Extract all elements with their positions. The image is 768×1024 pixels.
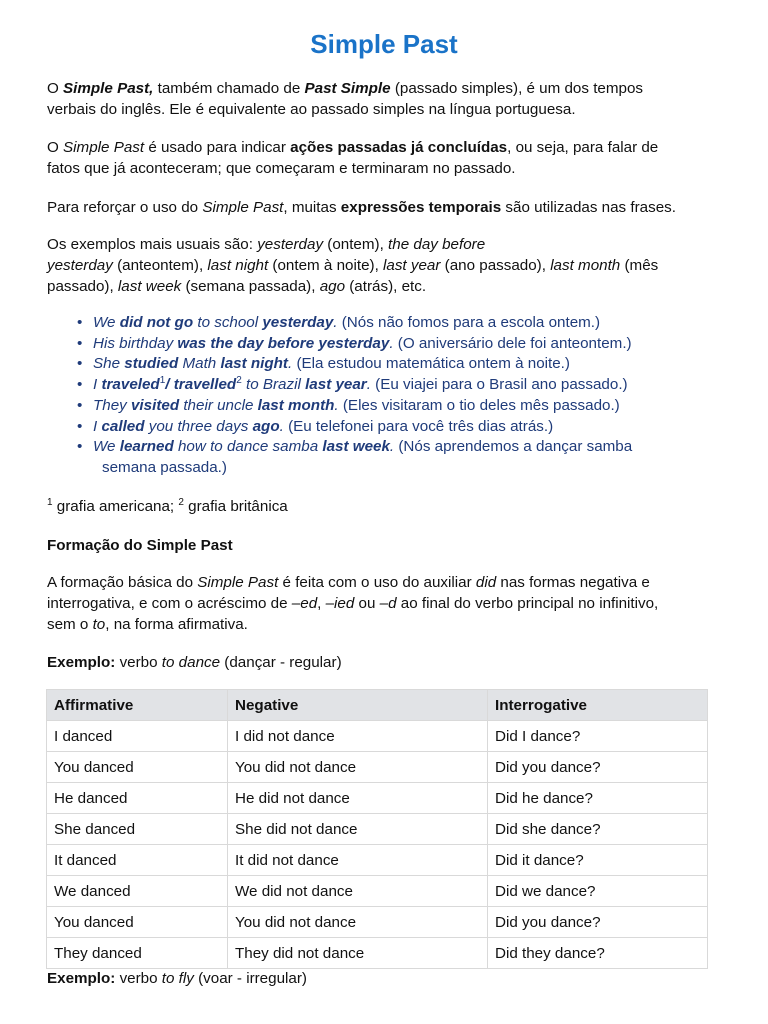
- table-cell: Did it dance?: [488, 845, 708, 876]
- reinforce-paragraph: Para reforçar o uso do Simple Past, muitas expressões temporais são utilizadas nas frases.: [47, 199, 676, 216]
- table-cell: He did not dance: [228, 783, 488, 814]
- table-row: [47, 845, 708, 876]
- table-row: [47, 752, 708, 783]
- table-row: [47, 876, 708, 907]
- table-cell: We did not dance: [228, 876, 488, 907]
- table-cell: Did I dance?: [488, 721, 708, 752]
- page-title: Simple Past: [310, 29, 458, 59]
- table-row: [47, 783, 708, 814]
- table-row: [47, 814, 708, 845]
- table-cell: I did not dance: [228, 721, 488, 752]
- table-cell: I danced: [47, 721, 228, 752]
- usage-paragraph: O Simple Past é usado para indicar ações passadas já concluídas, ou seja, para falar de fatos que já aconteceram; que começaram e terminaram no passado.: [47, 139, 659, 177]
- table-cell: Did he dance?: [488, 783, 708, 814]
- conjugation-table: [46, 689, 708, 969]
- table-cell: Did we dance?: [488, 876, 708, 907]
- bullet-icon: •: [77, 396, 83, 414]
- table-cell: They danced: [47, 938, 228, 969]
- table-row: [47, 938, 708, 969]
- example-label-dance: Exemplo: verbo to dance (dançar - regular): [47, 654, 342, 671]
- bullet-icon: •: [77, 376, 83, 394]
- table-cell: We danced: [47, 876, 228, 907]
- example-label-fly: Exemplo: verbo to fly (voar - irregular): [47, 970, 307, 987]
- list-item: • They visited their uncle last month. (Eles visitaram o tio deles mês passado.): [47, 396, 707, 417]
- table-cell: You did not dance: [228, 907, 488, 938]
- example-sentences-list: [47, 313, 707, 479]
- bullet-icon: •: [77, 417, 83, 435]
- column-header-interrogative: Interrogative: [488, 690, 708, 721]
- table-cell: It danced: [47, 845, 228, 876]
- column-header-negative: Negative: [228, 690, 488, 721]
- table-cell: She did not dance: [228, 814, 488, 845]
- list-item: • She studied Math last night. (Ela estudou matemática ontem à noite.): [47, 354, 707, 375]
- table-cell: Did you dance?: [488, 752, 708, 783]
- table-cell: You danced: [47, 907, 228, 938]
- table-cell: Did she dance?: [488, 814, 708, 845]
- list-item: • We learned how to dance samba last week. (Nós aprendemos a dançar samba semana passada.): [77, 438, 633, 476]
- table-row: [47, 721, 708, 752]
- table-cell: She danced: [47, 814, 228, 845]
- list-item: • I called you three days ago. (Eu telefonei para você três dias atrás.): [47, 417, 707, 438]
- table-cell: Did you dance?: [488, 907, 708, 938]
- table-cell: It did not dance: [228, 845, 488, 876]
- table-row: [47, 907, 708, 938]
- table-cell: You danced: [47, 752, 228, 783]
- table-cell: You did not dance: [228, 752, 488, 783]
- list-item: • I traveled$^1$/ travelled$^2$ to Brazil last year. (Eu viajei para o Brasil ano passado.): [47, 375, 707, 396]
- intro-paragraph: O Simple Past, também chamado de Past Simple (passado simples), é um dos tempos verbais do inglês. Ele é equivalente ao passado simples na língua portuguesa.: [47, 80, 643, 118]
- list-item: • We did not go to school yesterday. (Nós não fomos para a escola ontem.): [47, 313, 707, 334]
- list-item: • His birthday was the day before yesterday. (O aniversário dele foi anteontem.): [47, 334, 707, 355]
- expressions-paragraph: Os exemplos mais usuais são: yesterday (ontem), the day before yesterday (anteontem), last night (ontem à noite), last year (ano passado), last month (mês passado), last week (semana passada), ago (atrás), etc.: [47, 236, 659, 295]
- bullet-icon: •: [77, 438, 83, 456]
- bullet-icon: •: [77, 334, 83, 352]
- table-header-row: [47, 690, 708, 721]
- table-cell: He danced: [47, 783, 228, 814]
- bullet-icon: •: [77, 314, 83, 331]
- table-cell: They did not dance: [228, 938, 488, 969]
- bullet-icon: •: [77, 355, 83, 373]
- footnote: $^1$ grafia americana; $^2$ grafia britânica: [47, 496, 288, 515]
- formation-paragraph: A formação básica do Simple Past é feita com o uso do auxiliar did nas formas negativa e interrogativa, e com o acréscimo de –ed, –ied ou –d ao final do verbo principal no infinitivo, sem o to, na forma afirmativa.: [47, 574, 659, 633]
- column-header-affirmative: Affirmative: [47, 690, 228, 721]
- section-heading: Formação do Simple Past: [47, 537, 233, 554]
- table-cell: Did they dance?: [488, 938, 708, 969]
